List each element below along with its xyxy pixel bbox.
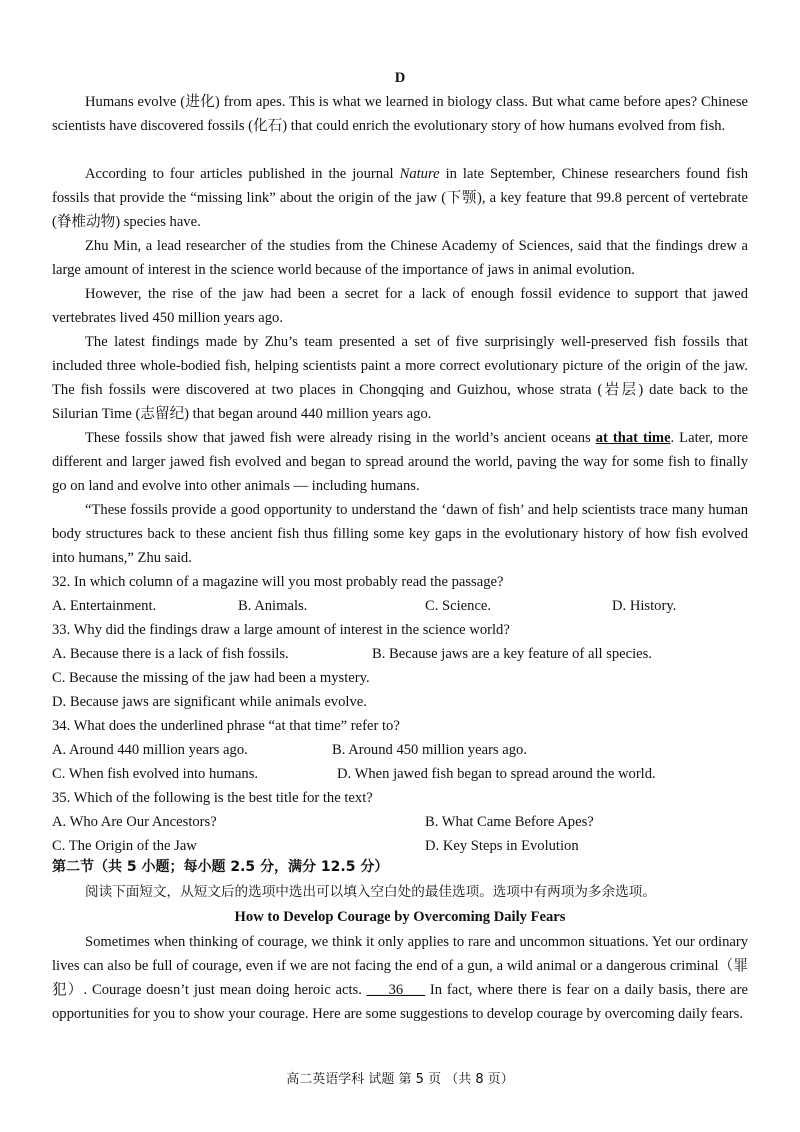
- q35-option-c: C. The Origin of the Jaw: [52, 838, 197, 854]
- q35-option-d: D. Key Steps in Evolution: [425, 838, 579, 854]
- journal-name: Nature: [399, 166, 440, 182]
- q33-option-b: B. Because jaws are a key feature of all species.: [372, 646, 652, 662]
- q32-option-c: C. Science.: [425, 598, 492, 614]
- q34-option-c: C. When fish evolved into humans.: [52, 766, 259, 782]
- q32-option-b: B. Animals.: [238, 598, 308, 614]
- q34-option-a: A. Around 440 million years ago.: [52, 742, 248, 758]
- question-32-stem: 32. In which column of a magazine will you most probably read the passage?: [52, 574, 504, 590]
- section-2-instruction: 阅读下面短文，从短文后的选项中选出可以填入空白处的最佳选项。选项中有两项为多余选项。: [85, 884, 656, 900]
- passage-paragraph-7: “These fossils provide a good opportunity to understand the ‘dawn of fish’ and help scientists trace many human body structures back to these ancient fish thus filling some key gaps in the evolutionary history of how fish evolved into humans,” Zhu said.: [52, 502, 748, 566]
- passage-paragraph-4: However, the rise of the jaw had been a secret for a lack of enough fossil evidence to support that jawed vertebrates lived 450 million years ago.: [52, 286, 748, 326]
- q34-option-b: B. Around 450 million years ago.: [332, 742, 527, 758]
- q33-option-c: C. Because the missing of the jaw had been a mystery.: [52, 670, 370, 686]
- q32-option-d: D. History.: [612, 598, 677, 614]
- passage-paragraph-3: Zhu Min, a lead researcher of the studies from the Chinese Academy of Sciences, said that the findings drew a large amount of interest in the science world because of the importance of jaws in animal evolution.: [52, 238, 748, 278]
- question-34-stem: 34. What does the underlined phrase “at that time” refer to?: [52, 718, 400, 734]
- p2-text-before: According to four articles published in the journal: [85, 166, 400, 182]
- q35-option-a: A. Who Are Our Ancestors?: [52, 814, 217, 830]
- section-letter: D: [394, 70, 406, 86]
- underlined-phrase: at that time: [595, 430, 671, 446]
- passage-paragraph-2: [52, 162, 748, 234]
- passage-paragraph-6: [52, 426, 748, 498]
- q33-option-d: D. Because jaws are significant while animals evolve.: [52, 694, 367, 710]
- question-33-stem: 33. Why did the findings draw a large amount of interest in the science world?: [52, 622, 510, 638]
- courage-text-after: In fact, where there is fear on a daily basis, there are opportunities for you to show your courage. Here are some suggestions to develop courage by overcoming daily fears.: [52, 982, 748, 1022]
- q32-option-a: A. Entertainment.: [52, 598, 157, 614]
- passage-paragraph-1: Humans evolve (进化) from apes. This is what we learned in biology class. But what came before apes? Chinese scientists have discovered fossils (化石) that could enrich the evolutionary story of how humans evolved from fish.: [52, 94, 748, 134]
- p6-text-after: . Later, more different and larger jawed fish evolved and began to spread around the world, paving the way for some fish to finally go on land and evolve into other animals — including humans.: [52, 430, 749, 494]
- passage-title: How to Develop Courage by Overcoming Daily Fears: [234, 909, 566, 925]
- blank-36: ___36___: [366, 982, 426, 998]
- courage-paragraph-1: [52, 930, 748, 1026]
- p2-text-after: in late September, Chinese researchers found fish fossils that provide the “missing link” about the origin of the jaw (下颚), a key feature that 99.8 percent of vertebrate (脊椎动物) species have.: [52, 166, 748, 230]
- question-35-stem: 35. Which of the following is the best title for the text?: [52, 790, 373, 806]
- passage-paragraph-5: The latest findings made by Zhu’s team presented a set of five surprisingly well-preserved fish fossils that included three whole-bodied fish, helping scientists paint a more correct evolutionary picture of the origin of the jaw. The fish fossils were discovered at two places in Chongqing and Guizhou, whose strata (岩层) date back to the Silurian Time (志留纪) that began around 440 million years ago.: [52, 334, 748, 422]
- page-footer: 高二英语学科 试题 第 5 页 （共 8 页）: [286, 1072, 514, 1087]
- q33-option-a: A. Because there is a lack of fish fossils.: [52, 646, 289, 662]
- q34-option-d: D. When jawed fish began to spread around the world.: [337, 766, 656, 782]
- q35-option-b: B. What Came Before Apes?: [425, 814, 594, 830]
- courage-text-before: Sometimes when thinking of courage, we think it only applies to rare and uncommon situations. Yet our ordinary lives can also be full of courage, even if we are not facing the end of a gun, a wild animal or a dangerous criminal（罪犯）. Courage doesn’t just mean doing heroic acts.: [52, 934, 748, 998]
- section-2-heading: 第二节（共 5 小题；每小题 2.5 分，满分 12.5 分）: [52, 859, 389, 875]
- p6-text-before: These fossils show that jawed fish were already rising in the world’s ancient oceans: [85, 430, 596, 446]
